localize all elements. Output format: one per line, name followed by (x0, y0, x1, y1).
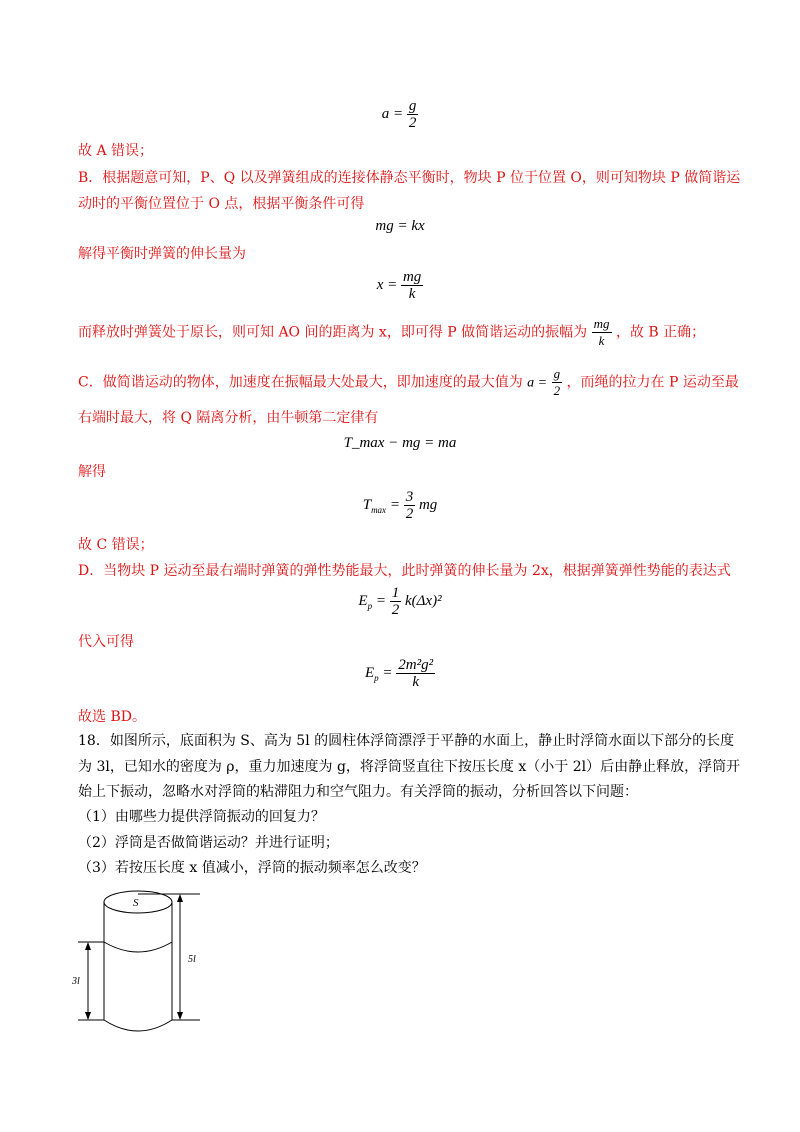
part-b-line-3: 解得平衡时弹簧的伸长量为 (78, 246, 246, 262)
question-18-sub-3: （3）若按压长度 x 值减小，浮筒的振动频率怎么改变？ (78, 860, 426, 876)
part-b-line-1: B．根据题意可知，P、Q 以及弹簧组成的连接体静态平衡时，物块 P 位于位置 O，则可知物块 P 做简谐运 (78, 170, 741, 186)
eq-subscript: p (367, 600, 373, 611)
eq-subscript: max (371, 504, 387, 515)
fraction-denominator: k (408, 286, 416, 302)
text-segment: 而释放时弹簧处于原长，则可知 AO 间的距离为 x，即可得 P 做简谐运动的振幅为 (78, 324, 588, 341)
equation-tmax (0, 489, 800, 522)
part-a-conclusion: 故 A 错误； (78, 143, 154, 159)
arrowhead (85, 942, 91, 950)
fraction (390, 585, 402, 618)
fraction-numerator: mg (593, 316, 610, 331)
eq-lhs: a = (527, 375, 548, 391)
fraction (401, 269, 423, 302)
equation-a-g-over-2 (0, 98, 800, 131)
fraction-denominator: 2 (408, 115, 417, 131)
water-line (104, 942, 172, 952)
eq-symbol: E (364, 664, 375, 681)
eq-equals: = (386, 496, 400, 513)
cylinder-bottom (104, 1020, 172, 1031)
arrowhead (85, 1012, 91, 1020)
equation-mg-kx: mg = kx (375, 218, 425, 234)
eq-symbol: T (362, 496, 372, 513)
fraction (404, 489, 416, 522)
text-segment: ，故 B 正确； (615, 324, 706, 341)
label-5l: 5l (188, 954, 196, 965)
eq-lhs: a = (381, 105, 404, 122)
equation-x-mg-over-k (0, 269, 800, 302)
eq-rhs: k(Δx)² (404, 592, 442, 609)
part-b-line-2: 动时的平衡位置位于 O 点，根据平衡条件可得 (78, 196, 365, 212)
equation-ep (0, 585, 800, 618)
fraction-denominator: 2 (391, 602, 400, 618)
fraction-numerator: g (553, 366, 561, 381)
fraction-numerator: mg (402, 269, 422, 285)
equation-ep2 (0, 657, 800, 690)
part-d-line-1: D．当物块 P 运动至最右端时弹簧的弹性势能最大，此时弹簧的伸长量为 2x，根据弹簧弹性势能的表达式 (78, 563, 731, 579)
label-3l: 3l (72, 976, 80, 987)
eq-equals: = (378, 664, 393, 681)
question-18-line-1: 18．如图所示，底面积为 S、高为 5l 的圆柱体浮筒漂浮于平静的水面上，静止时浮筒水面以下部分的长度 (78, 733, 735, 749)
cylinder-figure (70, 880, 230, 1050)
fraction-denominator: 2 (405, 506, 414, 522)
question-18-sub-1: （1）由哪些力提供浮筒振动的回复力？ (78, 809, 325, 825)
eq-lhs: x = (376, 276, 398, 293)
question-18-sub-2: （2）浮筒是否做简谐运动？并进行证明； (78, 835, 339, 851)
fraction-denominator: k (412, 674, 419, 690)
eq-symbol: E (358, 592, 368, 609)
part-c-conclusion: 故 C 错误； (78, 537, 154, 553)
label-s: S (133, 897, 139, 909)
fraction (552, 366, 563, 399)
fraction (396, 657, 435, 690)
fraction-numerator: 3 (405, 489, 414, 505)
question-18-line-3: 始上下振动，忽略水对浮筒的粘滞阻力和空气阻力。有关浮筒的振动，分析回答以下问题： (78, 784, 638, 800)
eq-equals: = (372, 592, 386, 609)
eq-subscript: p (374, 672, 379, 683)
part-c-line-2: 右端时最大，将 Q 隔离分析，由牛顿第二定律有 (78, 410, 379, 426)
part-d-answer: 故选 BD。 (78, 709, 146, 725)
fraction (407, 98, 419, 131)
part-c-solve: 解得 (78, 464, 106, 480)
arrowhead (177, 1012, 183, 1020)
fraction-numerator: g (408, 98, 417, 114)
amplitude-fraction (592, 316, 612, 349)
question-18-line-2: 为 3l，已知水的密度为 ρ，重力加速度为 g，将浮筒竖直往下按压长度 x（小于 2l）后由静止释放，浮筒开 (78, 759, 741, 775)
equation-newton: T_max − mg = ma (343, 435, 457, 451)
text-segment: ，而绳的拉力在 P 运动至最 (566, 374, 739, 391)
fraction-denominator: 2 (553, 383, 561, 398)
fraction-denominator: k (598, 333, 605, 348)
part-c-line-1 (78, 366, 739, 399)
text-segment: C．做简谐运动的物体，加速度在振幅最大处最大，即加速度的最大值为 (78, 374, 523, 391)
eq-rhs: mg (418, 496, 438, 513)
part-d-substitute: 代入可得 (78, 634, 134, 650)
fraction-numerator: 2m²g² (398, 657, 434, 673)
arrowhead (177, 894, 183, 902)
fraction-numerator: 1 (391, 585, 400, 601)
part-b-line-4 (78, 316, 705, 349)
